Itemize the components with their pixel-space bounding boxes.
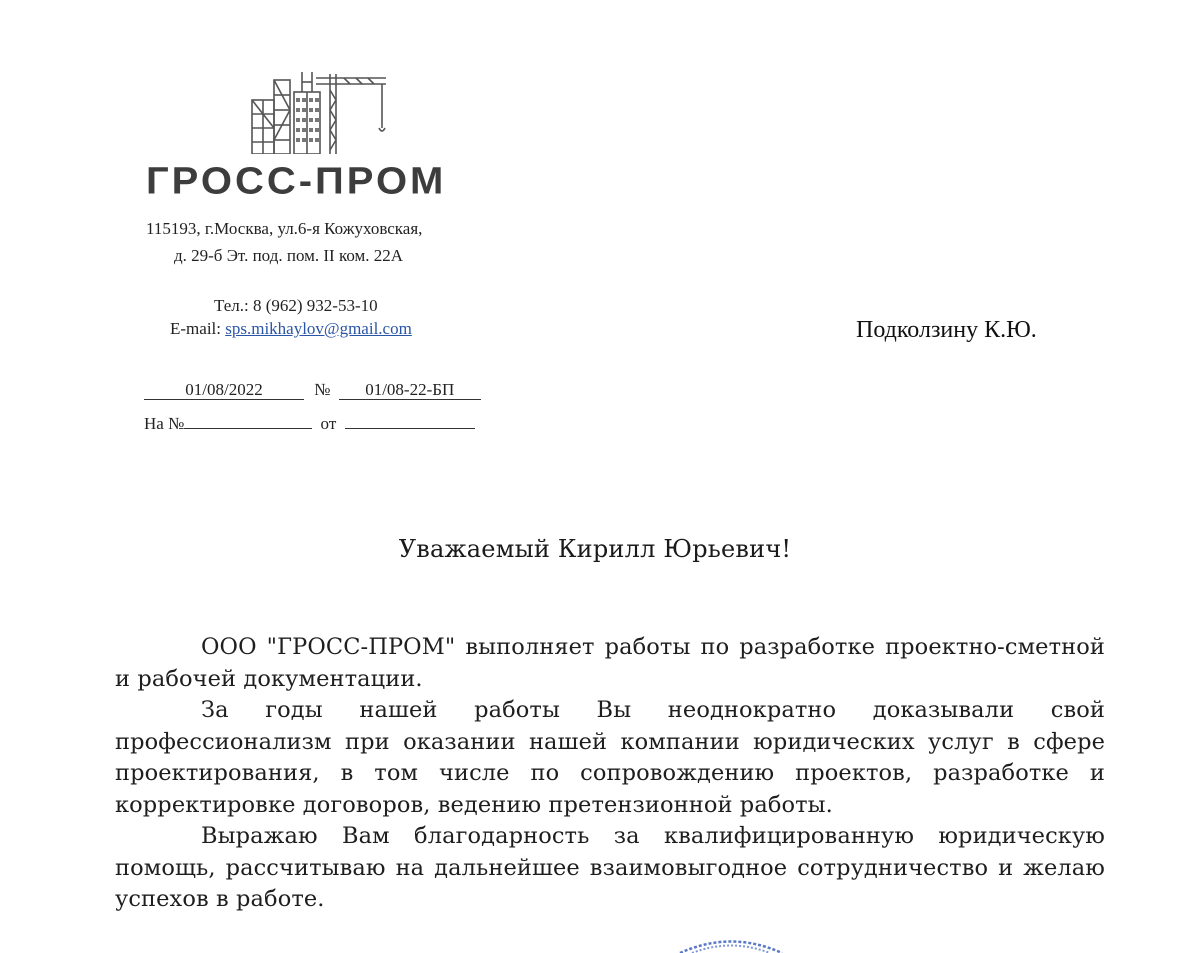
body-paragraph: За годы нашей работы Вы неоднократно доказывали свой профессионализм при оказании нашей компании юридических услуг в сфере проектирования, в том числе по сопровождению проектов, разработке и корректировке договоров, ведению претензионной работы. xyxy=(115,697,1105,818)
construction-logo-icon xyxy=(244,70,394,154)
salutation: Уважаемый Кирилл Юрьевич! xyxy=(398,535,792,563)
address-line-2: д. 29-б Эт. под. пом. II ком. 22А xyxy=(174,246,404,265)
body-paragraph: ООО "ГРОСС-ПРОМ" выполняет работы по разработке проектно-сметной и рабочей документации. xyxy=(115,634,1105,692)
email-line xyxy=(170,319,412,339)
email-link[interactable]: sps.mikhaylov@gmail.com xyxy=(225,319,412,338)
outgoing-registration xyxy=(144,380,481,400)
letter-body xyxy=(115,632,1105,916)
email-label: E-mail: xyxy=(170,319,221,338)
outgoing-number: 01/08-22-БП xyxy=(339,381,481,400)
ref-number-blank xyxy=(184,428,312,429)
company-name: ГРОСС-ПРОМ xyxy=(146,160,447,202)
from-label: от xyxy=(320,414,337,433)
incoming-reference xyxy=(144,414,475,434)
body-paragraph: Выражаю Вам благодарность за квалифицированную юридическую помощь, рассчитываю на дальнейшее взаимовыгодное сотрудничество и желаю успехов в работе. xyxy=(115,823,1105,912)
number-sign: № xyxy=(314,380,331,399)
phone: Тел.: 8 (962) 932-53-10 xyxy=(214,296,378,315)
address-line-1: 115193, г.Москва, ул.6-я Кожуховская, xyxy=(146,219,423,238)
ref-label: На № xyxy=(144,414,185,433)
recipient: Подколзину К.Ю. xyxy=(856,317,1037,343)
ref-date-blank xyxy=(345,428,475,429)
company-seal-icon xyxy=(676,934,786,953)
outgoing-date: 01/08/2022 xyxy=(144,381,304,400)
